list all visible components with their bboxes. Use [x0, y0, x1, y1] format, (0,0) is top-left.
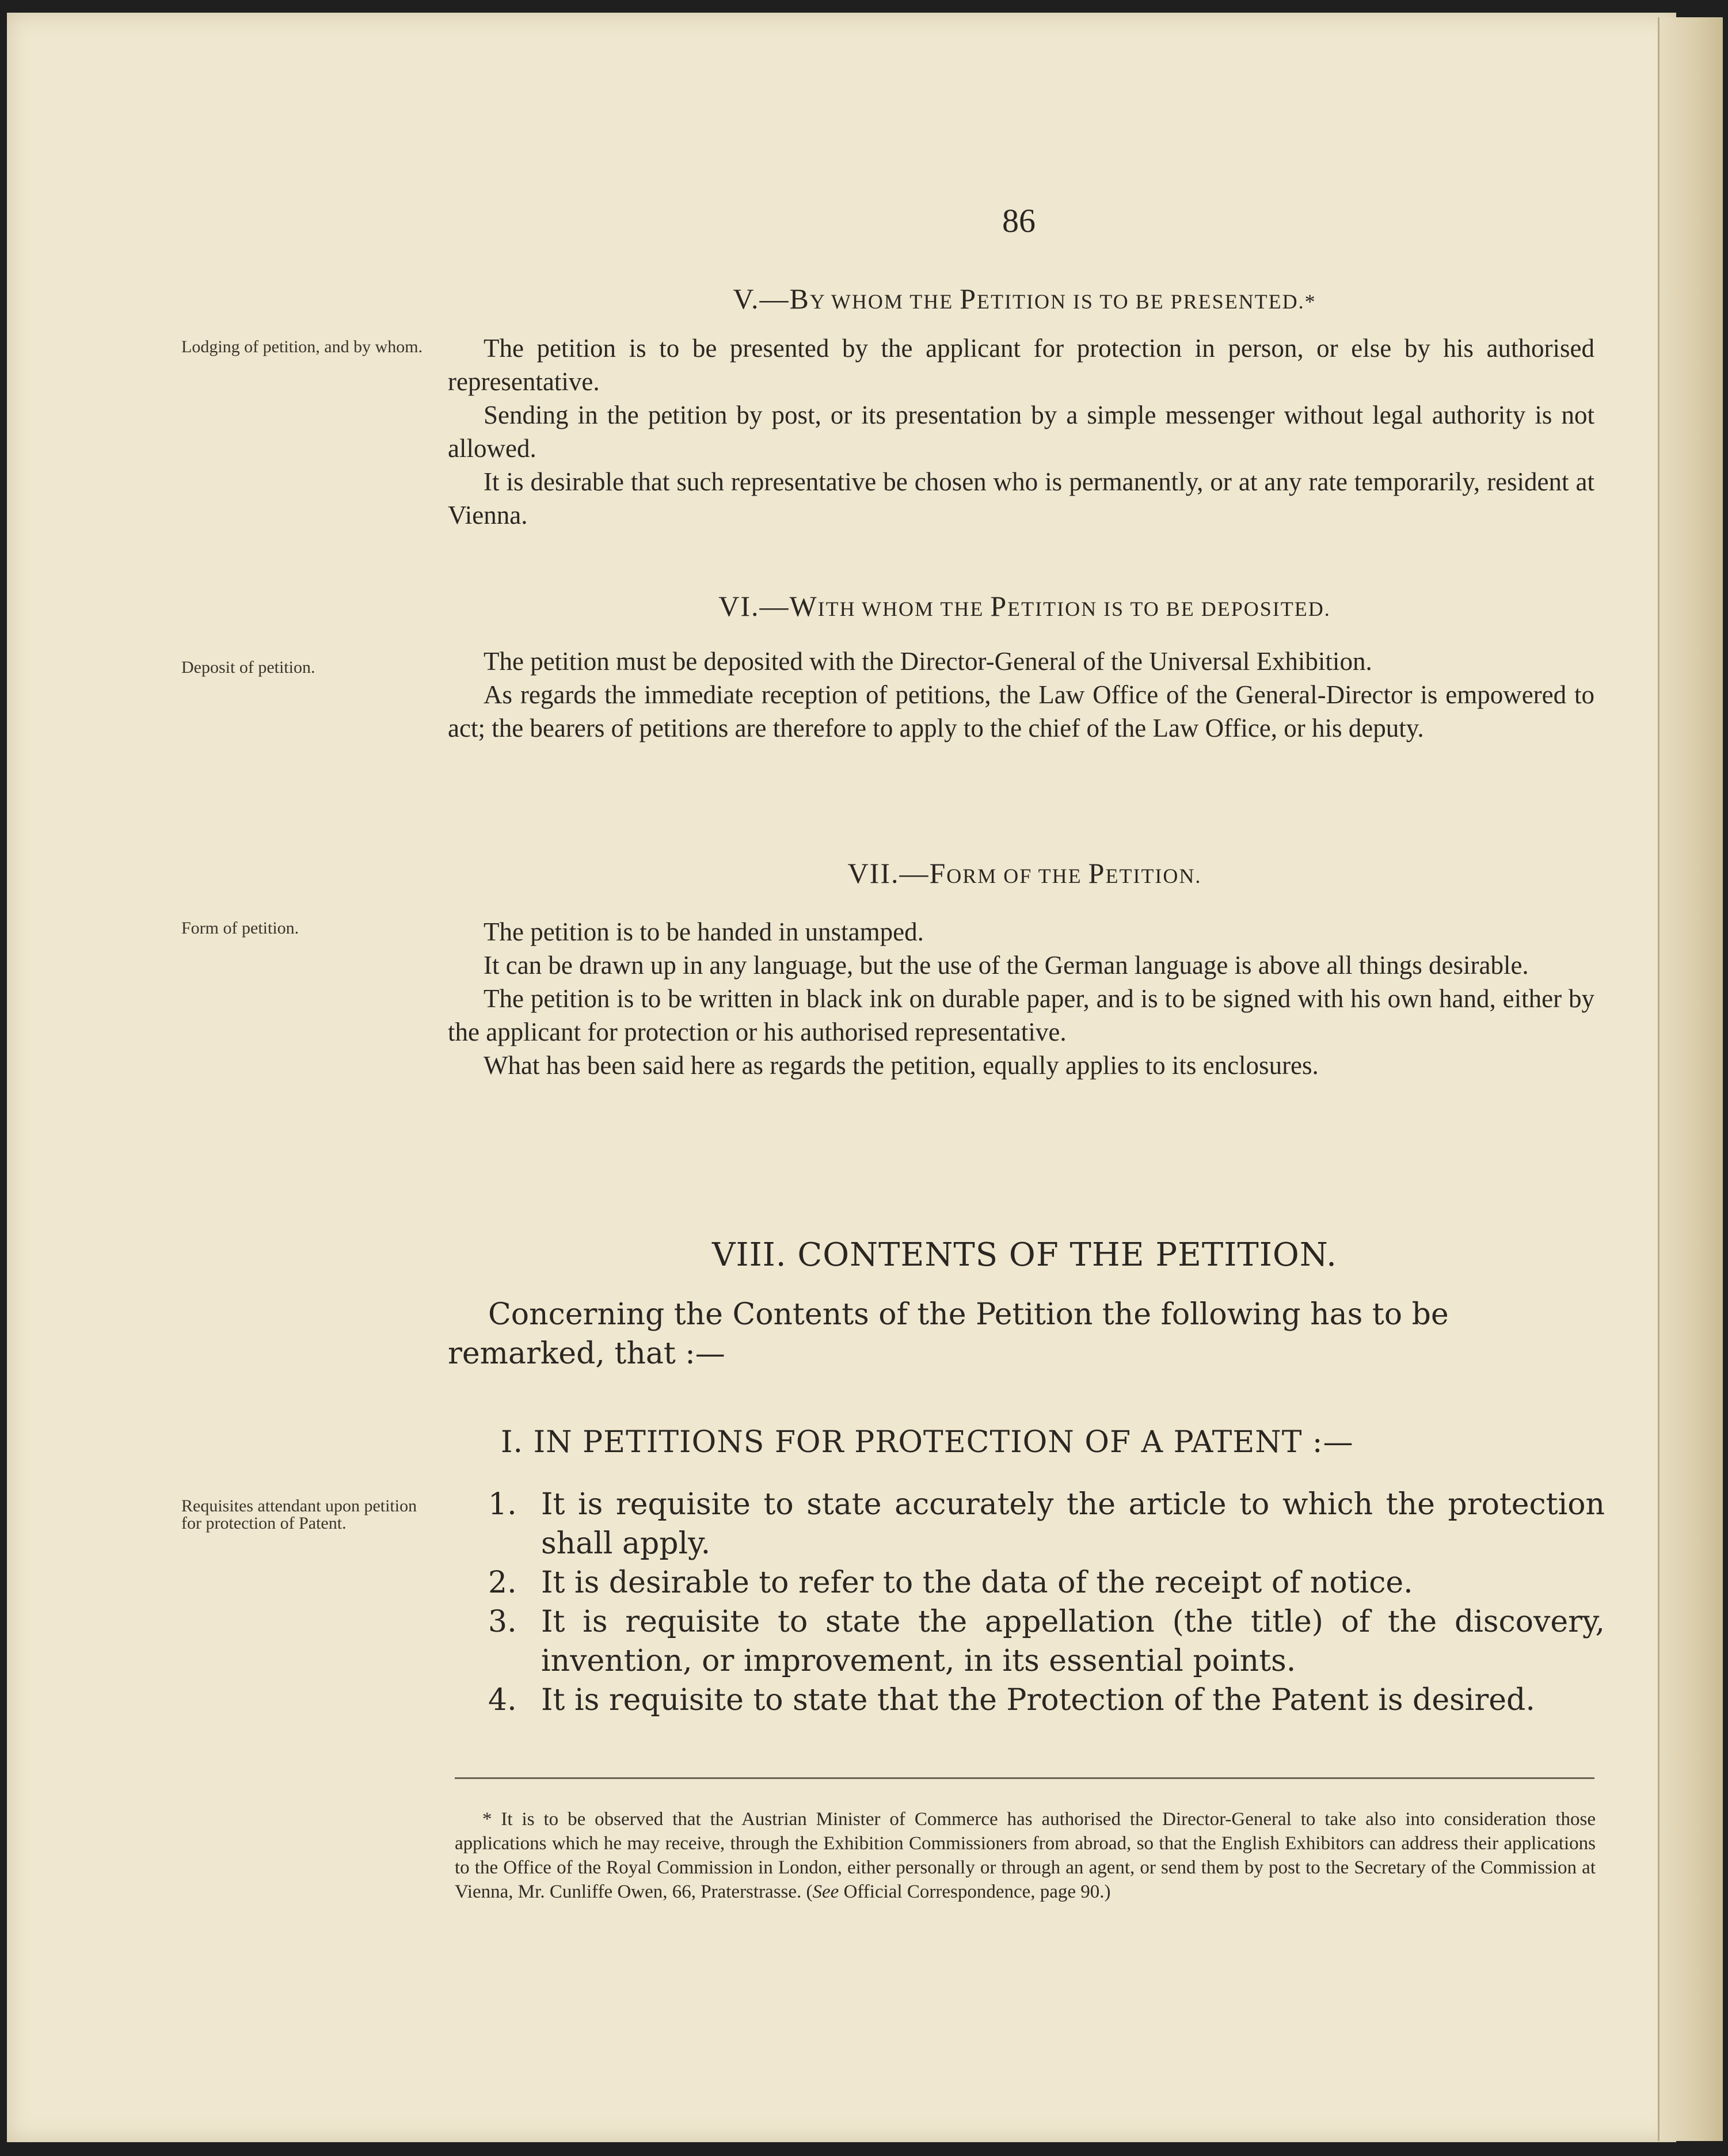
- item-number: 2.: [488, 1565, 517, 1600]
- footnote-text: [455, 1807, 1596, 1904]
- section-vi-heading: [449, 589, 1600, 623]
- heading-smallcaps: ETITION IS TO BE DEPOSITED.: [1007, 597, 1331, 620]
- section-v-body: [448, 332, 1594, 532]
- margin-note-lodging: Lodging of petition, and by whom.: [181, 337, 423, 356]
- section-viii-intro: Concerning the Contents of the Petition the following has to be remarked, that :—: [448, 1297, 1449, 1371]
- page-number: 86: [1002, 202, 1036, 239]
- list-item: [488, 1563, 1605, 1602]
- section-vii-body: [448, 915, 1594, 1082]
- paragraph: The petition is to be written in black ink on durable paper, and is to be signed with his own hand, either by the applicant for protection or his authorised representative.: [448, 984, 1594, 1046]
- heading-smallcaps: Y WHOM THE: [809, 290, 960, 313]
- paragraph: It is desirable that such representative be chosen who is permanently, or at any rate temporarily, resident at Vienna.: [448, 467, 1594, 530]
- footnote-body: * It is to be observed that the Austrian Minister of Commerce has authorised the Director-General to take also into consideration those applications which he may receive, through the Exhibition Commissioners from abroad, so that the English Exhibitors can address their applications to the Office of the Royal Commission in London, either personally or through an agent, or send them by post to the Secretary of the Commission at Vienna, Mr. Cunliffe Owen, 66, Praterstrasse. (: [455, 1809, 1596, 1902]
- paragraph: The petition is to be handed in unstamped.: [484, 917, 924, 946]
- heading-smallcaps: ETITION.: [1105, 864, 1202, 887]
- paragraph: What has been said here as regards the petition, equally applies to its enclosures.: [484, 1051, 1319, 1080]
- heading-cap: P: [960, 283, 977, 315]
- list-item: [488, 1602, 1605, 1681]
- heading-smallcaps: ORM OF THE: [946, 864, 1088, 887]
- list-item: [488, 1485, 1605, 1563]
- paragraph: The petition must be deposited with the Director-General of the Universal Exhibition.: [484, 647, 1372, 676]
- list-item: [488, 1681, 1605, 1720]
- item-text: It is requisite to state that the Protection of the Patent is desired.: [541, 1683, 1535, 1717]
- heading-cap: P: [1088, 857, 1106, 889]
- section-v-heading: [449, 282, 1600, 315]
- heading-prefix: V.—B: [733, 283, 810, 315]
- patent-subheading: I. IN PETITIONS FOR PROTECTION OF A PATENT :—: [501, 1425, 1354, 1460]
- heading-prefix: VII.—F: [847, 857, 947, 889]
- footnote-tail: Official Correspondence, page 90.): [839, 1881, 1111, 1902]
- heading-cap: P: [990, 590, 1008, 622]
- footnote-see: See: [812, 1881, 839, 1902]
- margin-note-deposit: Deposit of petition.: [181, 658, 315, 677]
- section-vii-heading: [449, 856, 1600, 890]
- section-vi-body: [448, 645, 1594, 745]
- footnote-divider: [455, 1777, 1594, 1779]
- paragraph: The petition is to be presented by the applicant for protection in person, or else by his authorised representative.: [448, 334, 1594, 396]
- paragraph: Sending in the petition by post, or its presentation by a simple messenger without legal authority is not allowed.: [448, 401, 1594, 463]
- footnote: [455, 1807, 1596, 1904]
- item-text: It is requisite to state the appellation (the title) of the discovery, invention, or improvement, in its essential points.: [541, 1605, 1605, 1678]
- heading-smallcaps: ITH WHOM THE: [817, 597, 991, 620]
- item-text: It is desirable to refer to the data of the receipt of notice.: [541, 1565, 1413, 1600]
- item-number: 1.: [488, 1487, 517, 1522]
- item-number: 4.: [488, 1683, 517, 1717]
- margin-note-form: Form of petition.: [181, 919, 299, 938]
- paragraph: It can be drawn up in any language, but the use of the German language is above all things desirable.: [484, 951, 1529, 980]
- book-spine-edge: [1658, 17, 1723, 2141]
- margin-note-requisites: Requisites attendant upon petition for protection of Patent.: [181, 1496, 417, 1533]
- requisites-list: [488, 1485, 1605, 1720]
- heading-smallcaps: ETITION IS TO BE PRESENTED.*: [977, 290, 1316, 313]
- section-viii-heading: VIII. CONTENTS OF THE PETITION.: [712, 1236, 1337, 1274]
- heading-prefix: VI.—W: [718, 590, 818, 622]
- item-text: It is requisite to state accurately the article to which the protection shall apply.: [541, 1487, 1605, 1561]
- item-number: 3.: [488, 1605, 517, 1639]
- paragraph: As regards the immediate reception of petitions, the Law Office of the General-Director is empowered to act; the bearers of petitions are therefore to apply to the chief of the Law Office, or his deputy.: [448, 680, 1594, 742]
